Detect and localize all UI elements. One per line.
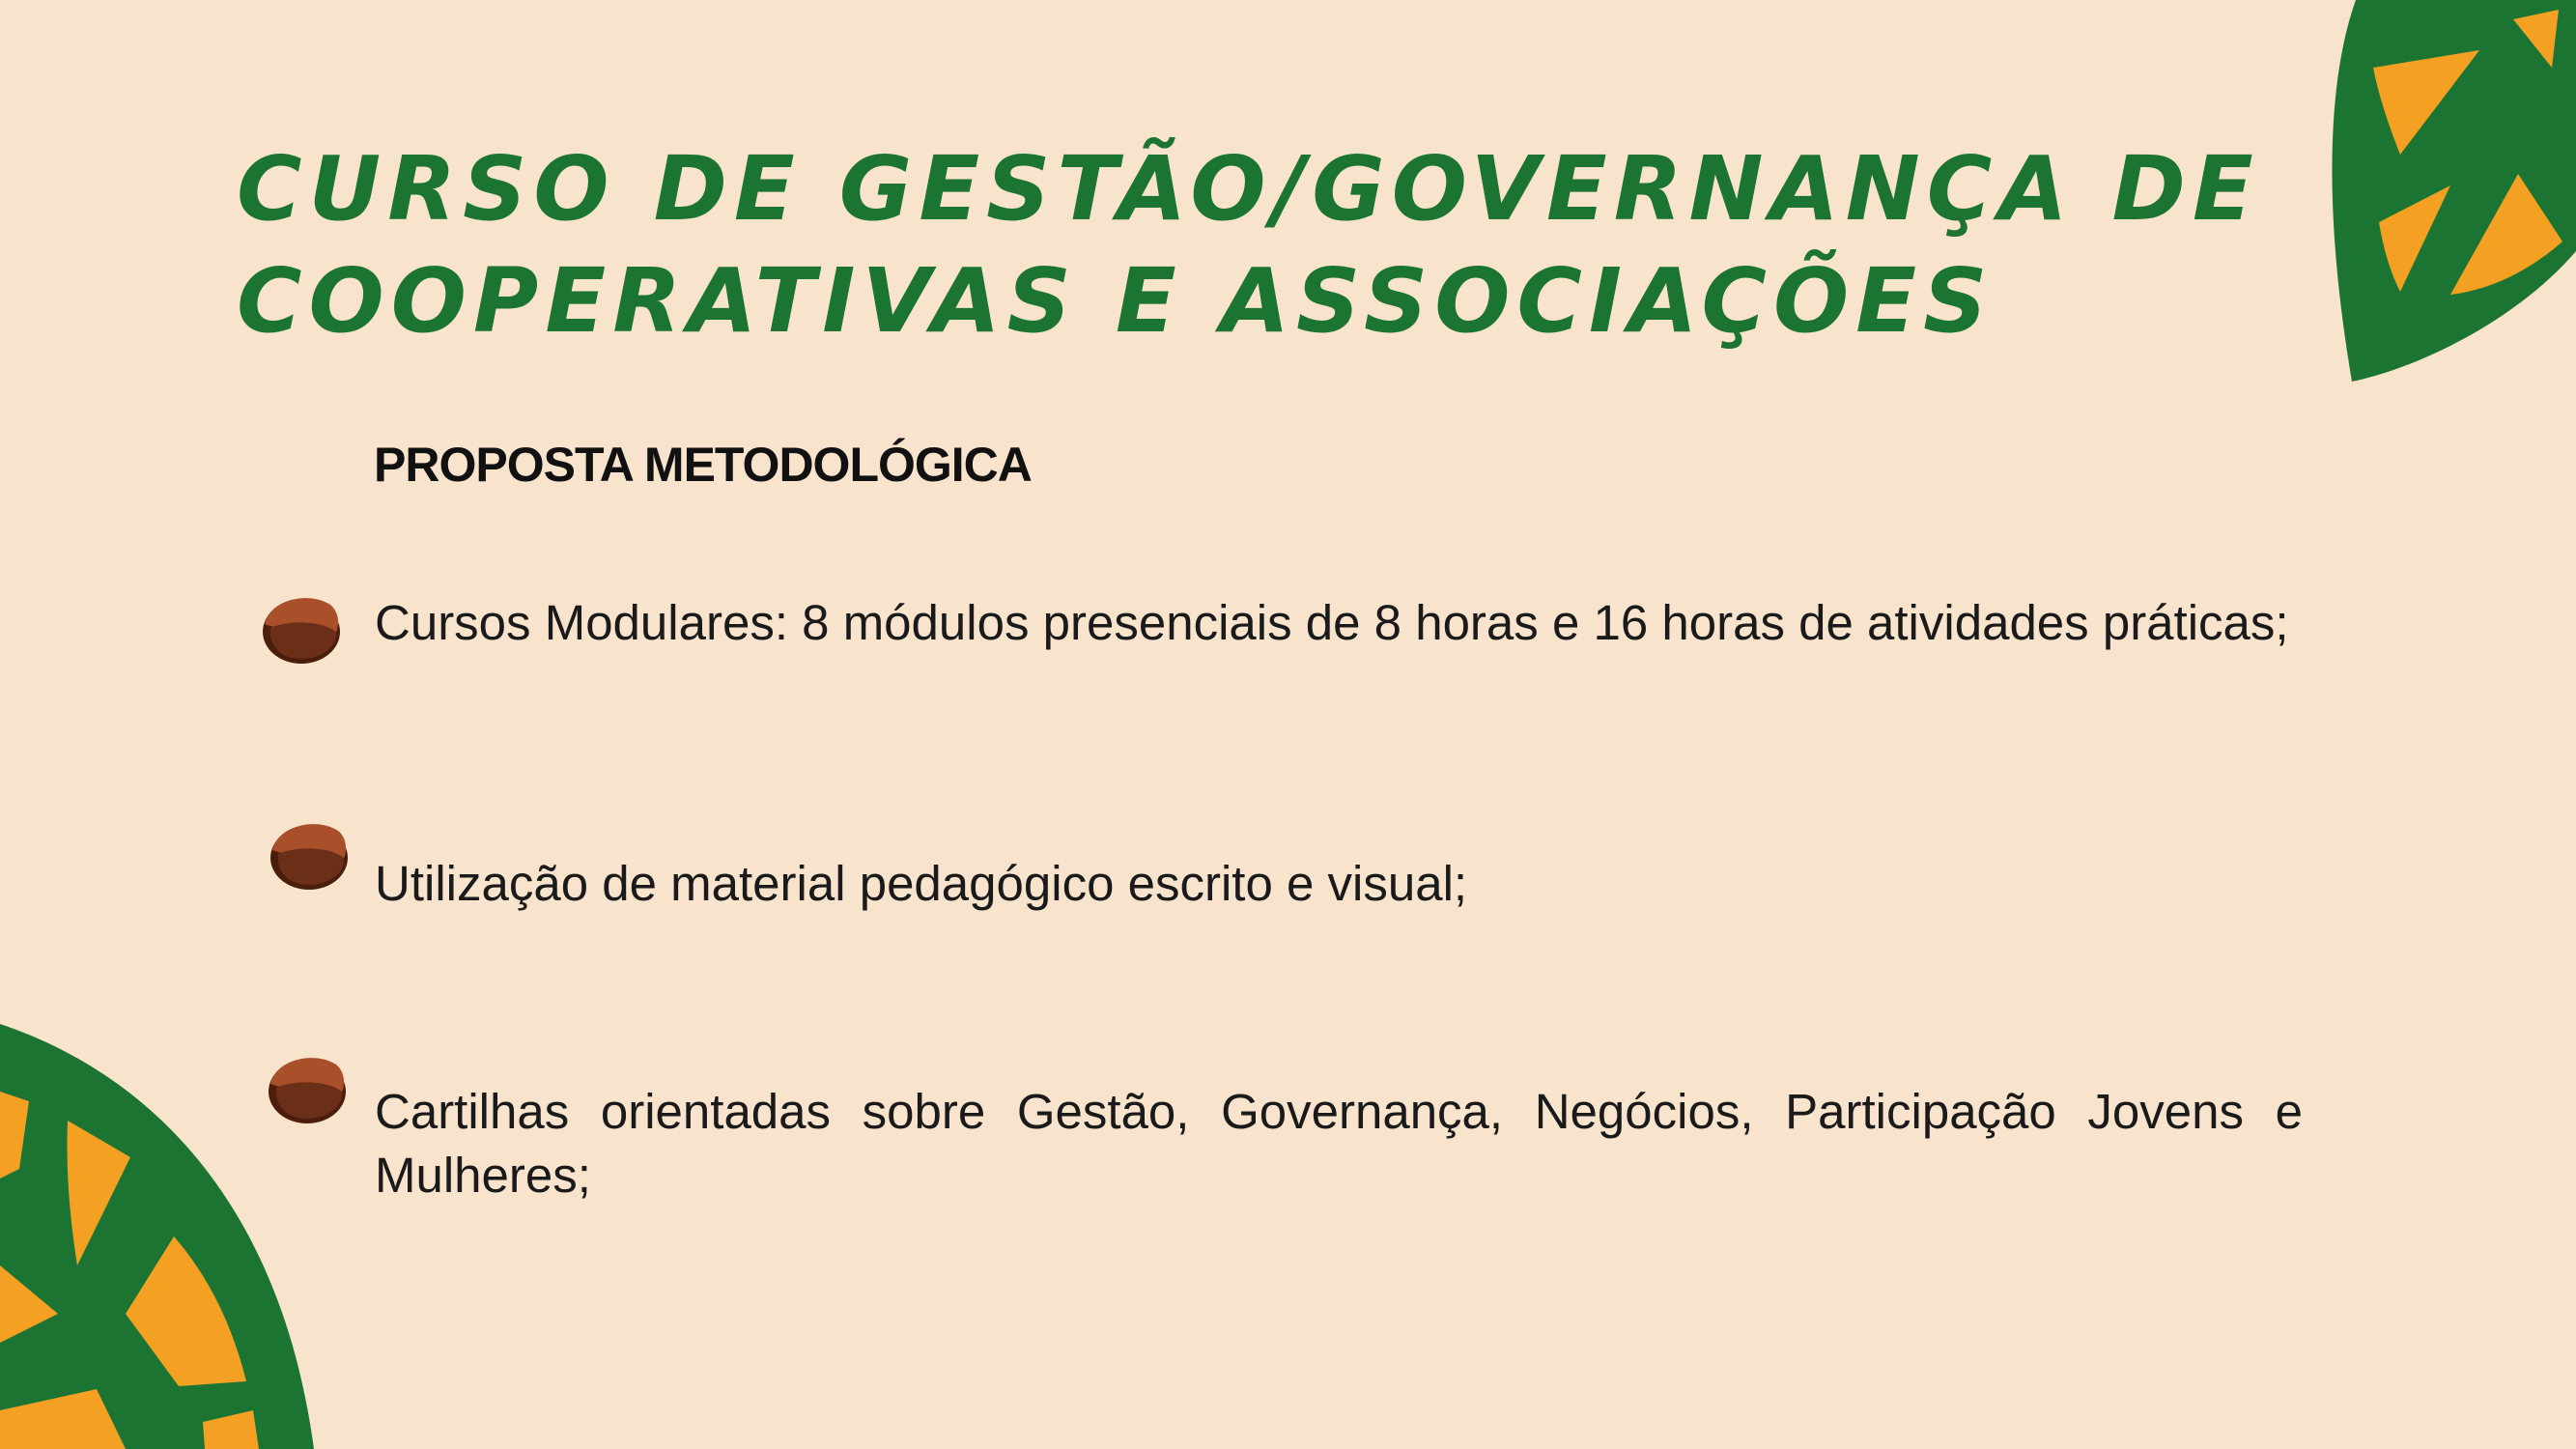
section-subtitle: PROPOSTA METODOLÓGICA — [374, 438, 1032, 492]
seed-icon — [265, 1051, 348, 1126]
seed-icon — [259, 591, 342, 667]
title-line-1: CURSO DE GESTÃO/GOVERNANÇA DE — [237, 137, 2260, 241]
seed-icon — [267, 817, 350, 893]
page-title — [237, 133, 2265, 357]
leaf-corner-top-right-icon — [2306, 0, 2576, 386]
bullet-text: Cursos Modulares: 8 módulos presenciais de 8 horas e 16 horas de atividades práticas; — [375, 595, 2289, 650]
bullet-text: Cartilhas orientadas sobre Gestão, Governança, Negócios, Participação Jovens e Mulheres; — [375, 1084, 2303, 1203]
title-line-2: COOPERATIVAS E ASSOCIAÇÕES — [237, 249, 1995, 353]
bullet-text: Utilização de material pedagógico escrito e visual; — [375, 856, 1468, 911]
